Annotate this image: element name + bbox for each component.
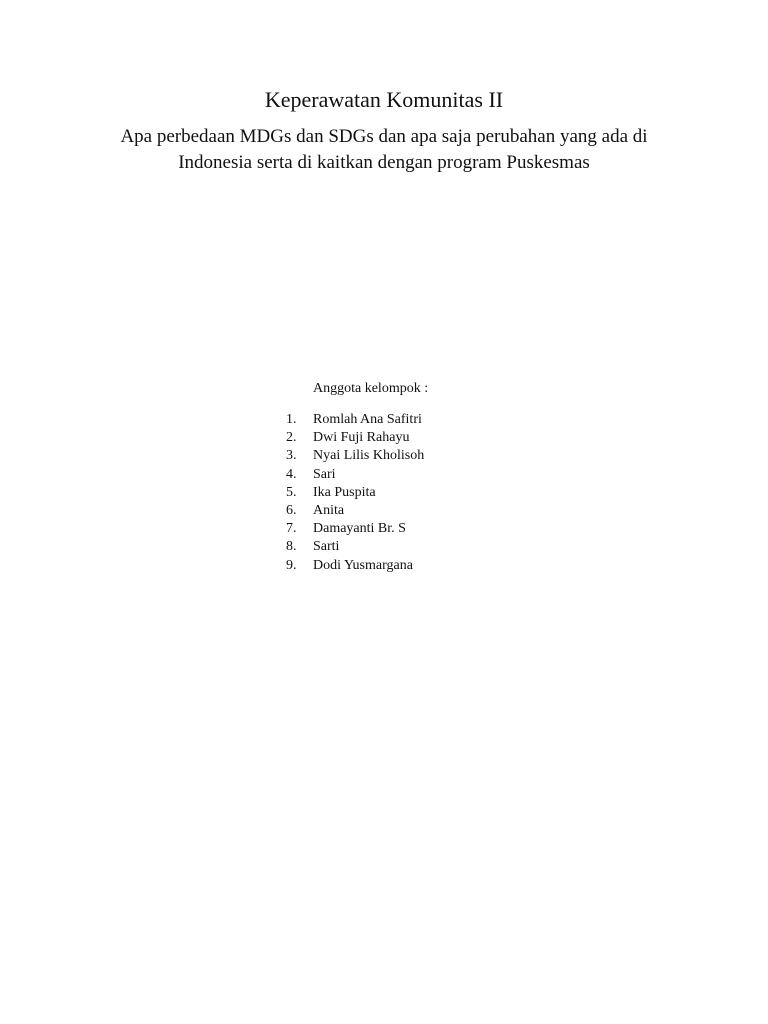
document-subtitle: Apa perbedaan MDGs dan SDGs dan apa saja perubahan yang ada di Indonesia serta di kaitkan dengan program Puskesmas bbox=[120, 126, 648, 173]
members-heading: Anggota kelompok : bbox=[313, 381, 429, 396]
list-item-number: 2. bbox=[286, 430, 297, 446]
list-item bbox=[286, 520, 424, 538]
list-item-name: Damayanti Br. S bbox=[313, 521, 406, 537]
list-item bbox=[286, 411, 424, 429]
list-item-name: Dwi Fuji Rahayu bbox=[313, 430, 410, 446]
list-item-name: Anita bbox=[313, 503, 345, 519]
list-item-number: 4. bbox=[286, 466, 297, 482]
list-item bbox=[286, 429, 424, 447]
list-item-number: 3. bbox=[286, 448, 297, 464]
list-item bbox=[286, 484, 424, 502]
list-item-name: Nyai Lilis Kholisoh bbox=[313, 448, 425, 464]
list-item-name: Ika Puspita bbox=[313, 484, 376, 500]
list-item-number: 5. bbox=[286, 484, 297, 500]
list-item-name: Sari bbox=[313, 466, 336, 482]
list-item-number: 7. bbox=[286, 521, 297, 537]
list-item-name: Dodi Yusmargana bbox=[313, 557, 413, 573]
list-item-number: 8. bbox=[286, 539, 297, 555]
members-list bbox=[286, 411, 424, 575]
list-item bbox=[286, 502, 424, 520]
list-item-name: Sarti bbox=[313, 539, 340, 555]
list-item bbox=[286, 557, 424, 575]
list-item bbox=[286, 538, 424, 556]
list-item-number: 9. bbox=[286, 557, 297, 573]
list-item-number: 1. bbox=[286, 412, 297, 427]
list-item-number: 6. bbox=[286, 503, 297, 519]
list-item bbox=[286, 466, 424, 484]
list-item bbox=[286, 447, 424, 465]
document-title: Keperawatan Komunitas II bbox=[264, 87, 504, 112]
list-item-name: Romlah Ana Safitri bbox=[313, 412, 422, 427]
